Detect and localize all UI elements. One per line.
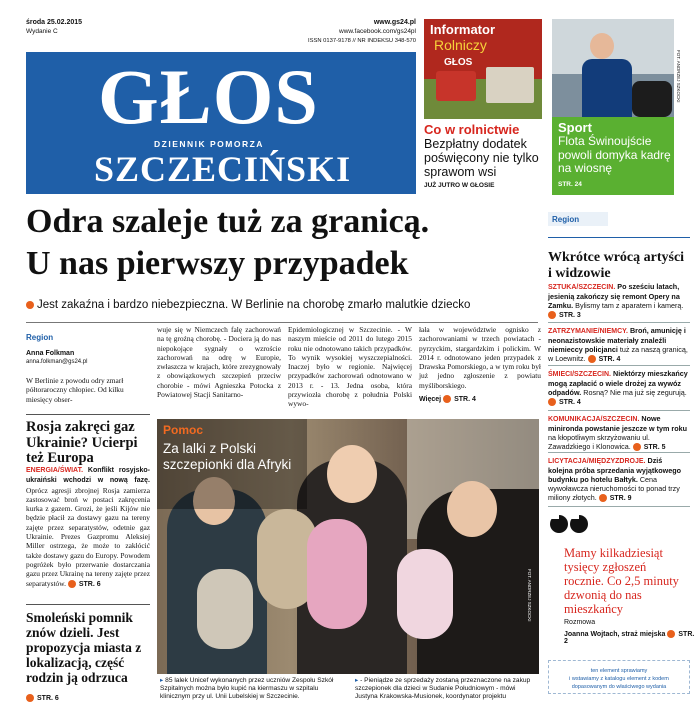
sidebar-lead-brief [548, 282, 688, 320]
lead-more[interactable] [419, 395, 476, 403]
gas-lede: Konflikt rosyjsko-ukraiński wchodzi w nową fazę. [26, 467, 150, 485]
photo-story-section: Pomoc [163, 423, 204, 437]
gas-text: Oprócz agresji zbrojnej Rosja zamierza zastosować broń w postaci zakręcenia kurka z gazem. Grozi, że jeśli Kijów nie będzie płacił za dostawy gazu na tereny zajęte przez separatystów, odetnie gaz Ukrainie. Prezes Gazpromu Aleksiej Miller ostrzega, że może to zakłócić także dostawy gazu do Europy. Powodem pogróżek było przerwanie dostarczania gazu przez Ukrainę na tereny zajęte przez separatystów. [26, 485, 150, 588]
brief-tag: KOMUNIKACJA/SZCZECIN. [548, 416, 640, 423]
promo-magazine-title2: Rolniczy [434, 37, 487, 53]
brief-zatrzymanie[interactable] [548, 326, 688, 364]
gas-page: STR. 6 [78, 580, 101, 588]
placeholder-line-1: ten element sprawiamy [590, 668, 648, 674]
facebook-link[interactable]: www.facebook.com/gs24pl [339, 28, 416, 35]
lead-deck-text: Jest zakaźna i bardzo niebezpieczna. W Berlinie na chorobę zmarło malutkie dziecko [37, 299, 471, 311]
promo-magazine-logo: GŁOS [444, 57, 473, 68]
photo-caption-right: ▸ - Pieniądze ze sprzedaży zostaną przeznaczone na zakup szczepionek dla dzieci w Sudanie Południowym - mówi Justyna Krakowska-Musionek, koordynator projektu [355, 677, 531, 700]
brief-page: STR. 5 [643, 444, 666, 451]
brief-text: Cena wywoławcza nieruchomości to ponad trzy miliony złotych. [548, 475, 680, 502]
lead-more-label: Więcej [419, 395, 442, 403]
photo-caption-right-text: - Pieniądze ze sprzedaży zostaną przeznaczone na zakup szczepionek dla dzieci w Sudanie Południowym - mówi Justyna Krakowska-Musionek, koordynator projektu [355, 677, 531, 700]
bullet-icon [26, 301, 34, 309]
brief-smieci[interactable] [548, 369, 688, 407]
brief-bold: Broń, amunicję i neonazistowskie materiały znaleźli niemieccy policjanci [548, 326, 686, 354]
promo-sport-section: Sport [558, 120, 592, 135]
gas-body [26, 465, 150, 589]
promo-sport-photo[interactable] [552, 19, 674, 117]
doll-photo[interactable] [157, 419, 539, 674]
bullet-icon [667, 630, 675, 638]
sidebar-lead-text: Bylismy tam z aparatem i kamerą. [575, 301, 684, 310]
brief-tag: ŚMIECI/SZCZECIN. [548, 371, 612, 378]
lead-deck [26, 299, 470, 311]
smolensk-ref [26, 694, 59, 702]
brief-bold: Niektórzy mieszkańcy mogą zapłacić o wiele drożej za wywóz odpadów. [548, 369, 688, 397]
masthead-subtitle: DZIENNIK POMORZA [154, 139, 264, 149]
placeholder-line-2: i wstawiamy z katalogu element z kodem [569, 676, 669, 682]
sidebar-lead-bold: Po sześciu latach, jesienią zakończy się remont Opery na Zamku. [548, 282, 680, 310]
masthead [26, 52, 416, 194]
brief-text: na kłopotliwym skrzyżowaniu ul. Zawadzkiego i Klonowica. [548, 433, 650, 451]
edition: Wydanie C [26, 28, 58, 35]
bullet-icon [599, 494, 607, 502]
promo-rolnictwo-section: Co w rolnictwie [424, 122, 520, 137]
sidebar-lead-tag: SZTUKA/SZCZECIN. [548, 284, 616, 291]
bullet-icon [548, 398, 556, 406]
lead-headline-2[interactable]: U nas pierwszy przypadek [26, 245, 409, 282]
bullet-icon [443, 395, 451, 403]
photo-caption-left: ▸ 85 lalek Unicef wykonanych przez uczniów Zespołu Szkół Szpitalnych można było kupić na kiermaszu w szpitalu klinicznym przy ul. Unii Lubelskiej w Szczecinie. [160, 677, 334, 700]
gas-headline[interactable]: Rosja zakręci gaz Ukrainie? Ucierpi też Europa [26, 419, 138, 466]
bullet-icon [26, 694, 34, 702]
lead-email[interactable]: anna.folkman@gs24.pl [26, 359, 88, 365]
brief-text: tuż za naszą granicą, w Loewnitz. [548, 345, 688, 363]
lead-col-4: łała w województwie ognisko z zachorowaniami w trzech powiatach - pyrzyckim, stargardzkim i polickim. W 2014 r. odnotowano jeden przypadek z Drawska Pomorskiego, a w tym roku był już jedno zgłoszenie z powiatu myśliborskiego. [419, 325, 541, 390]
brief-bold: Nowe minironda powstanie jeszcze w tym roku [548, 414, 687, 433]
promo-rolnictwo-footer: JUŻ JUTRO W GŁOSIE [424, 182, 495, 189]
brief-page: STR. 4 [559, 399, 581, 406]
sidebar-lead-page: STR. 3 [559, 312, 581, 319]
bullet-icon [68, 580, 76, 588]
bullet-icon [633, 443, 641, 451]
masthead-city: SZCZECIŃSKI [94, 149, 352, 189]
edition-placeholder [548, 660, 690, 694]
sidebar-quote-label: Rozmowa [564, 619, 596, 626]
lead-more-page: STR. 4 [454, 395, 476, 403]
photo-caption-left-text: 85 lalek Unicef wykonanych przez uczniów Zespołu Szkół Szpitalnych można było kupić na kiermaszu w szpitalu klinicznym przy ul. Unii Lubelskiej w Szczecinie. [160, 677, 334, 700]
sport-photo-credit: FOT. ANDRZEJ SZKOCKI [676, 50, 681, 103]
photo-story-headline: Za lalki z Polski szczepionki dla Afryki [163, 441, 292, 472]
promo-sport-headline: Flota Świnoujście powoli domyka kadrę na wiosnę [558, 134, 671, 175]
doll-photo-credit: FOT. ANDRZEJ SZKOCKI [527, 569, 532, 622]
brief-page: STR. 4 [598, 356, 621, 363]
quote-icon [549, 512, 589, 534]
promo-rolnictwo-headline[interactable]: Bezpłatny dodatek poświęcony nie tylko sprawom wsi [424, 137, 539, 179]
sidebar-quote[interactable]: Mamy kilkadziesiąt tysięcy zgłoszeń rocznie. Co 2,5 minuty dzwonią do nas mieszkańcy [564, 546, 679, 616]
quote-page: STR. 2 [564, 630, 695, 645]
brief-page: STR. 9 [609, 495, 632, 502]
brief-tag: LICYTACJA/MIĘDZYZDROJE. [548, 458, 646, 465]
lead-section: Region [26, 333, 54, 342]
brief-tag: ZATRZYMANIE/NIEMCY. [548, 328, 628, 335]
promo-sport-box[interactable] [552, 117, 674, 195]
brief-text: Rosną? Nie ma już się zegurują. [583, 388, 687, 397]
website-link[interactable]: www.gs24.pl [373, 19, 416, 26]
promo-rolnictwo-image[interactable] [424, 19, 542, 119]
brief-bold: Dziś kolejna próba sprzedania wyjątkowego budynku po hotelu Bałtyk. [548, 456, 682, 484]
sidebar-quote-ref [564, 630, 700, 645]
bullet-icon [548, 311, 556, 319]
lead-col-2: wuje się w Niemczech falę zachorowań na tę groźną chorobę. - Dociera ją do nas niepokojące sygnały o wzroście zachorowań na odrę w Europie, zwłaszcza w krajach, które zrezygnowały z obowiązkowych szczepień przeciw chorobie - mówi Agnieszka Potocka z Powiatowej Stacji Sanitarno- [157, 325, 281, 400]
placeholder-line-3: dopasowanym do właściwego wydania [571, 684, 667, 690]
sidebar-section: Region [552, 215, 580, 224]
brief-komunikacja[interactable] [548, 414, 688, 452]
smolensk-headline[interactable]: Smoleński pomnik znów dzieli. Jest propozycja miasta z lokalizacją, część rodzin ją odrzuca [26, 610, 142, 685]
brief-licytacja[interactable] [548, 456, 688, 503]
lead-col-3: Epidemiologicznej w Szczecinie. - W naszym mieście od 2011 do lutego 2015 roku nie odnotowano takich przypadków. To wynik wysokiej wyszczepialności. Inaczej było w regionie. Najwięcej przypadków zachorowań odnotowano w 2013 r. - 13. Jedna osoba, która przywiozła chorobę z południa Polski wywo- [288, 325, 412, 409]
lead-author: Anna Folkman [26, 350, 75, 357]
quote-author: Joanna Wojtach, straż miejska [564, 630, 666, 638]
lead-col-1: W Berlinie z powodu odry zmarł półtoraroczny chłopiec. Od kilku miesięcy obser- [26, 376, 124, 404]
sidebar-headline[interactable]: Wkrótce wrócą artyści i widzowie [548, 250, 685, 281]
issue-date: środa 25.02.2015 [26, 19, 83, 26]
masthead-title: GŁOS [98, 53, 319, 140]
gas-tag: ENERGIA/ŚWIAT. [26, 467, 84, 474]
bullet-icon [588, 355, 596, 363]
smolensk-page: STR. 6 [37, 694, 59, 702]
promo-sport-page: STR. 24 [558, 181, 582, 188]
promo-magazine-title: Informator [430, 22, 495, 37]
lead-headline-1[interactable]: Odra szaleje tuż za granicą. [26, 203, 430, 240]
issn: ISSN 0137-9178 // NR INDEKSU 348-570 [308, 38, 416, 44]
